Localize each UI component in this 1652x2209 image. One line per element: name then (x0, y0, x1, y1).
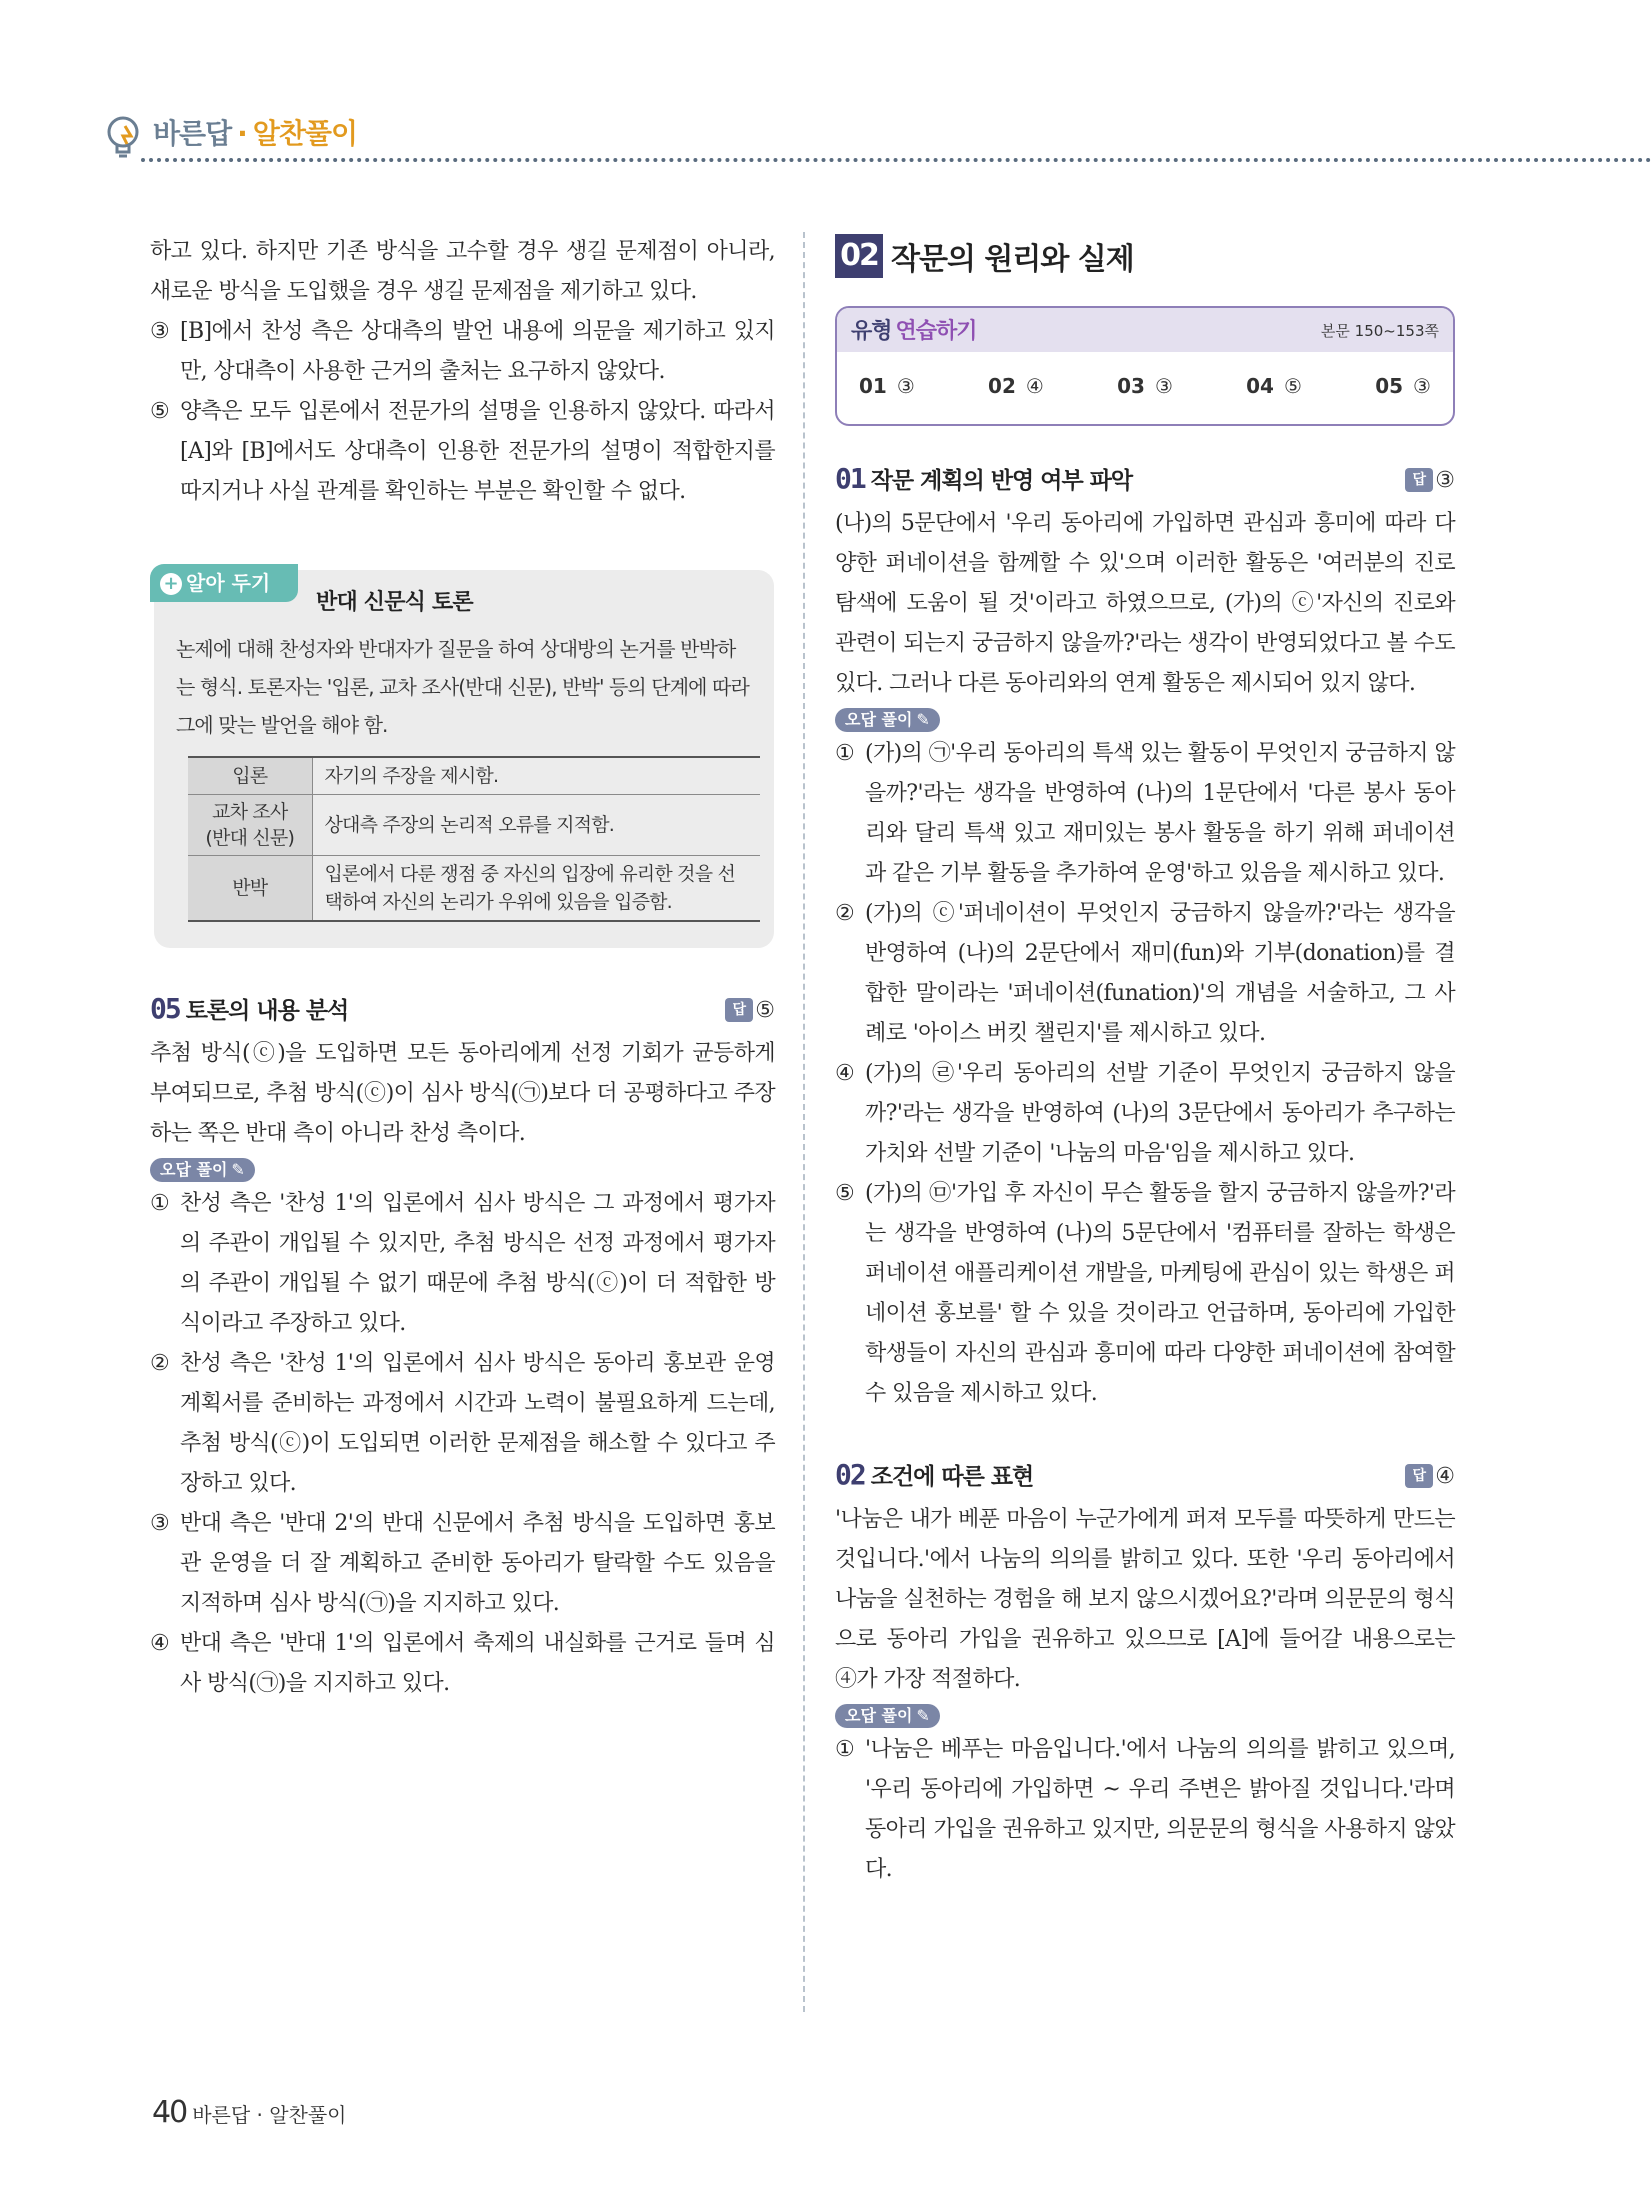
question-01-body: (나)의 5문단에서 '우리 동아리에 가입하면 관심과 흥미에 따라 다양한 퍼네이션을 함께할 수 있'으며 이러한 활동은 '여러분의 진로 탐색에 도움이 될 것'이라고 하였으므로, (가)의 ⓒ'자신의 진로와 관련이 되는지 궁금하지 않을까?'라는 생각이 반영되었다고 볼 수도 있다. 그러나 다른 동아리와의 연계 활동은 제시되어 있지 않다. (835, 511, 1455, 696)
header-dotted-rule (141, 158, 1652, 162)
page-number: 40 (152, 2095, 187, 2130)
list-item: ① (가)의 ㉠'우리 동아리의 특색 있는 활동이 무엇인지 궁금하지 않을까?'라는 생각을 반영하여 (나)의 1문단에서 '다른 봉사 동아리와 달리 특색 있고 재미있는 봉사 활동을 하기 위해 퍼네이션과 같은 기부 활동을 추가하여 운영'하고 있음을 제시하고 있다. (835, 741, 1455, 886)
note-body: 논제에 대해 찬성자와 반대자가 질문을 하여 상대방의 논거를 반박하는 형식. 토론자는 '입론, 교차 조사(반대 신문), 반박' 등의 단계에 따라 그에 맞는 발언을 해야 함. (176, 637, 749, 737)
list-item: ③ [B]에서 찬성 측은 상대측의 발언 내용에 의문을 제기하고 있지만, 상대측이 사용한 근거의 출처는 요구하지 않았다. (150, 319, 775, 384)
practice-answer: 01 ③ (859, 374, 915, 398)
pencil-icon: ✎ (916, 1706, 930, 1725)
table-head-cell: 반박 (188, 856, 312, 922)
page-header (105, 108, 1652, 164)
question-02-body: '나눔은 내가 베푼 마음이 누군가에게 퍼져 모두를 따뜻하게 만드는 것입니다.'에서 나눔의 의의를 밝히고 있다. 또한 '우리 동아리에서 나눔을 실천하는 경험을 해 보지 않으시겠어요?'라며 의문문의 형식으로 동아리 가입을 권유하고 있으므로 [A]에 들어갈 내용으로는 ④가 가장 적절하다. (835, 1507, 1455, 1692)
list-item: ⑤ (가)의 ㉤'가입 후 자신이 무슨 활동을 할지 궁금하지 않을까?'라는 생각을 반영하여 (나)의 5문단에서 '컴퓨터를 잘하는 학생은 퍼네이션 애플리케이션 개발을, 마케팅에 관심이 있는 학생은 퍼네이션 홍보를' 할 수 있을 것이라고 언급하며, 동아리에 가입한 학생들이 자신의 관심과 흥미에 따라 다양한 퍼네이션에 참여할 수 있음을 제시하고 있다. (835, 1181, 1455, 1406)
right-column (835, 232, 1455, 1890)
practice-tag: 유형 연습하기 (851, 319, 977, 344)
note-box (154, 570, 774, 948)
page-reference: 본문 150~153쪽 (1320, 322, 1439, 340)
practice-answers (859, 374, 1431, 398)
answer-mark: 답 ⑤ (725, 998, 775, 1023)
chapter-heading (835, 234, 1455, 286)
answer-mark: 답 ④ (1405, 1464, 1455, 1489)
table-row (188, 856, 760, 922)
table-row (188, 757, 760, 795)
practice-answer: 03 ③ (1117, 374, 1173, 398)
question-05-header: 05 토론의 내용 분석 답 ⑤ (150, 992, 775, 1025)
lightbulb-icon (105, 114, 145, 160)
page-footer (152, 2095, 347, 2130)
practice-answer-box (835, 306, 1455, 426)
practice-answer: 02 ④ (988, 374, 1044, 398)
list-item: ⑤ 양측은 모두 입론에서 전문가의 설명을 인용하지 않았다. 따라서 [A]와 [B]에서도 상대측이 인용한 전문가의 설명이 적합한지를 따지거나 사실 관계를 확인하는 부분은 확인할 수 없다. (150, 399, 775, 504)
table-row (188, 795, 760, 856)
question-05-body: 추첨 방식(ⓒ)을 도입하면 모든 동아리에게 선정 기회가 균등하게 부여되므로, 추첨 방식(ⓒ)이 심사 방식(㉠)보다 더 공평하다고 주장하는 쪽은 반대 측이 아니라 찬성 측이다. (150, 1041, 775, 1146)
answer-mark: 답 ③ (1405, 468, 1455, 493)
intro-text: 하고 있다. 하지만 기존 방식을 고수할 경우 생길 문제점이 아니라, 새로운 방식을 도입했을 경우 생길 문제점을 제기하고 있다. (150, 239, 775, 304)
table-head-cell: 입론 (188, 757, 312, 795)
plus-icon: + (160, 573, 182, 595)
wrong-answer-badge: 오답 풀이 ✎ (150, 1158, 255, 1182)
header-title: 바른답 · 알찬풀이 (153, 117, 357, 150)
pencil-icon: ✎ (916, 710, 930, 729)
debate-stage-table (188, 756, 760, 922)
wrong-answer-badge: 오답 풀이 ✎ (835, 708, 940, 732)
practice-answer: 04 ⑤ (1246, 374, 1302, 398)
table-cell: 상대측 주장의 논리적 오류를 지적함. (312, 795, 760, 856)
note-title: 반대 신문식 토론 (316, 590, 473, 615)
question-01-header: 01 작문 계획의 반영 여부 파악 답 ③ (835, 462, 1455, 495)
note-tag: + 알아 두기 (150, 564, 298, 602)
chapter-title: 작문의 원리와 실제 (891, 242, 1134, 277)
list-item: ④ (가)의 ㉣'우리 동아리의 선발 기준이 무엇인지 궁금하지 않을까?'라는 생각을 반영하여 (나)의 3문단에서 동아리가 추구하는 가치와 선발 기준이 '나눔의 마음'임을 제시하고 있다. (835, 1061, 1455, 1166)
table-cell: 입론에서 다룬 쟁점 중 자신의 입장에 유리한 것을 선택하여 자신의 논리가 우위에 있음을 입증함. (312, 856, 760, 922)
list-item: ② (가)의 ⓒ'퍼네이션이 무엇인지 궁금하지 않을까?'라는 생각을 반영하여 (나)의 2문단에서 재미(fun)와 기부(donation)를 결합한 말이라는 '퍼네이션(funation)'의 개념을 서술하고, 그 사례로 '아이스 버킷 챌린지'를 제시하고 있다. (835, 901, 1455, 1046)
list-item: ③ 반대 측은 '반대 2'의 반대 신문에서 추첨 방식을 도입하면 홍보관 운영을 더 잘 계획하고 준비한 동아리가 탈락할 수도 있음을 지적하며 심사 방식(㉠)을 지지하고 있다. (150, 1511, 775, 1616)
list-item: ① 찬성 측은 '찬성 1'의 입론에서 심사 방식은 그 과정에서 평가자의 주관이 개입될 수 있지만, 추첨 방식은 선정 과정에서 평가자의 주관이 개입될 수 없기 때문에 추첨 방식(ⓒ)이 더 적합한 방식이라고 주장하고 있다. (150, 1191, 775, 1336)
left-column (150, 232, 775, 1704)
list-item: ① '나눔은 베푸는 마음입니다.'에서 나눔의 의의를 밝히고 있으며, '우리 동아리에 가입하면 ~ 우리 주변은 밝아질 것입니다.'라며 동아리 가입을 권유하고 있지만, 의문문의 형식을 사용하지 않았다. (835, 1737, 1455, 1882)
list-item: ④ 반대 측은 '반대 1'의 입론에서 축제의 내실화를 근거로 들며 심사 방식(㉠)을 지지하고 있다. (150, 1631, 775, 1696)
pencil-icon: ✎ (231, 1160, 245, 1179)
table-cell: 자기의 주장을 제시함. (312, 757, 760, 795)
practice-answer: 05 ③ (1375, 374, 1431, 398)
footer-label: 바른답 · 알찬풀이 (192, 2103, 347, 2127)
wrong-answer-badge: 오답 풀이 ✎ (835, 1704, 940, 1728)
question-02-header: 02 조건에 따른 표현 답 ④ (835, 1458, 1455, 1491)
list-item: ② 찬성 측은 '찬성 1'의 입론에서 심사 방식은 동아리 홍보관 운영 계획서를 준비하는 과정에서 시간과 노력이 불필요하게 드는데, 추첨 방식(ⓒ)이 도입되면 이러한 문제점을 해소할 수 있다고 주장하고 있다. (150, 1351, 775, 1496)
table-head-cell: 교차 조사 (반대 신문) (188, 795, 312, 856)
chapter-number: 02 (835, 234, 883, 278)
column-divider (803, 232, 805, 2012)
